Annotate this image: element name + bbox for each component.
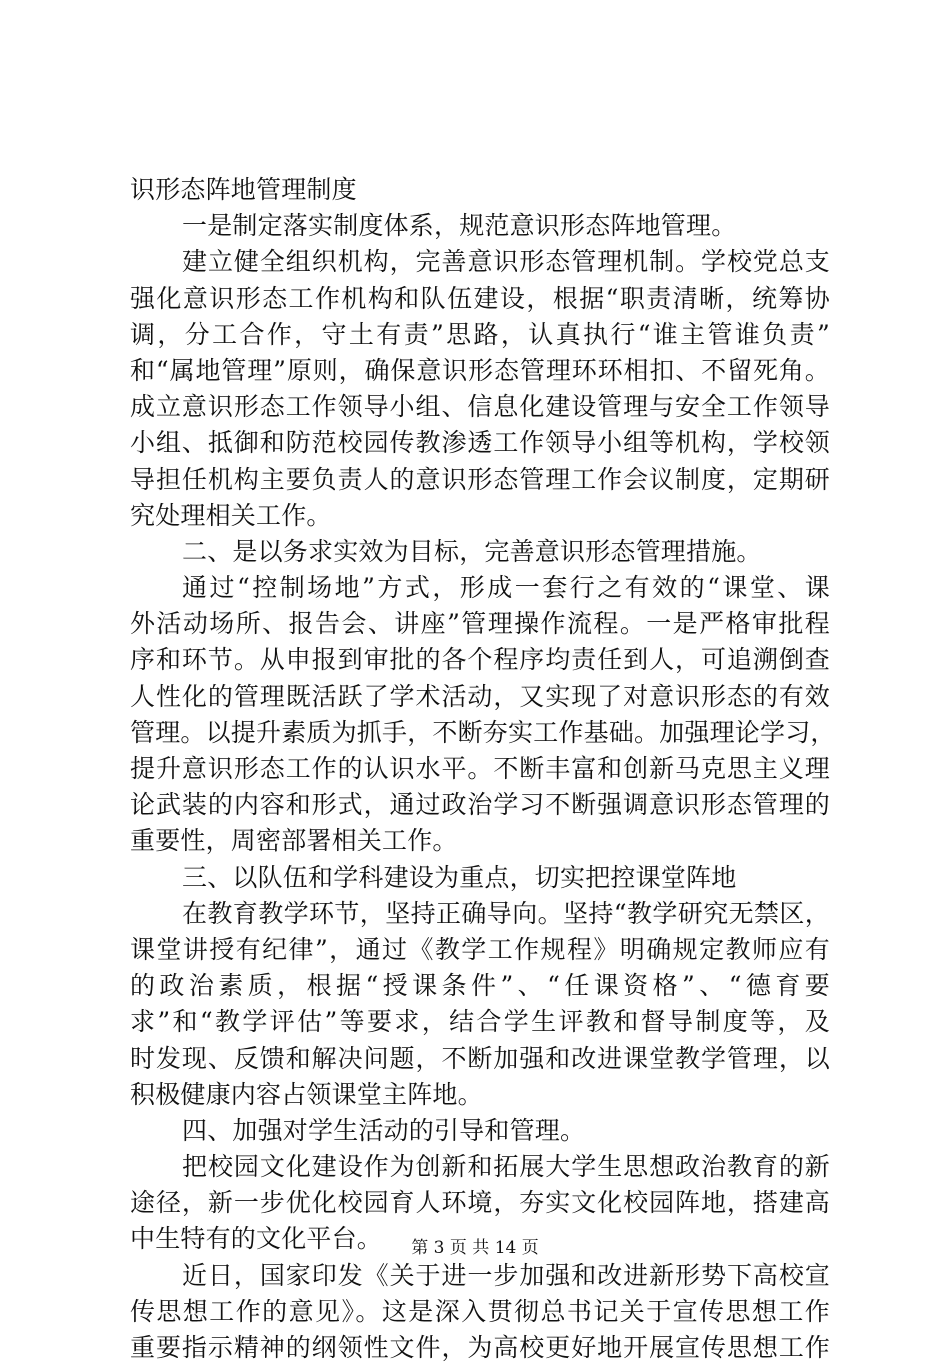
text-line: 通过“控制场地”方式，形成一套行之有效的“课堂、课 [182,573,830,603]
text-line: 序和环节。从申报到审批的各个程序均责任到人，可追溯倒查 [130,645,830,675]
text-line: 调，分工合作，守土有责”思路，认真执行“谁主管谁负责” [130,319,830,349]
text-line: 人性化的管理既活跃了学术活动，又实现了对意识形态的有效 [130,681,830,711]
text-line: 四、加强对学生活动的引导和管理。 [182,1115,586,1145]
document-body [130,172,836,1366]
text-line: 建立健全组织机构，完善意识形态管理机制。学校党总支 [182,247,830,277]
text-line: 时发现、反馈和解决问题，不断加强和改进课堂教学管理，以 [130,1043,830,1073]
text-line: 小组、抵御和防范校园传教渗透工作领导小组等机构，学校领 [130,428,830,458]
text-line: 二、是以务求实效为目标，完善意识形态管理措施。 [182,536,762,566]
text-line: 传思想工作的意见》。这是深入贯彻总书记关于宣传思想工作 [130,1296,830,1326]
text-line: 把校园文化建设作为创新和拓展大学生思想政治教育的新 [182,1152,830,1182]
text-line: 论武装的内容和形式，通过政治学习不断强调意识形态管理的 [130,790,830,820]
text-line: 重要性，周密部署相关工作。 [130,826,458,856]
text-line: 的政治素质，根据“授课条件”、“任课资格”、“德育要 [130,971,830,1001]
text-line: 识形态阵地管理制度 [130,175,357,204]
text-line: 途径，新一步优化校园育人环境，夯实文化校园阵地，搭建高 [130,1188,830,1218]
text-line: 积极健康内容占领课堂主阵地。 [130,1079,483,1109]
text-line: 成立意识形态工作领导小组、信息化建设管理与安全工作领导 [130,392,830,422]
text-line: 强化意识形态工作机构和队伍建设，根据“职责清晰，统筹协 [130,283,830,313]
text-line: 近日，国家印发《关于进一步加强和改进新形势下高校宣 [182,1260,830,1290]
text-line: 重要指示精神的纲领性文件，为高校更好地开展宣传思想工作 [130,1333,830,1362]
text-line: 管理。以提升素质为抓手，不断夯实工作基础。加强理论学习， [130,717,836,747]
text-line: 究处理相关工作。 [130,500,332,530]
text-line: 提升意识形态工作的认识水平。不断丰富和创新马克思主义理 [130,754,830,783]
text-line: 求”和“教学评估”等要求，结合学生评教和督导制度等，及 [130,1007,830,1037]
page-number-footer: 第 3 页 共 14 页 [411,1238,539,1258]
text-line: 三、以队伍和学科建设为重点，切实把控课堂阵地 [182,862,737,892]
text-line: 一是制定落实制度体系，规范意识形态阵地管理。 [182,211,737,241]
text-line: 课堂讲授有纪律”，通过《教学工作规程》明确规定教师应有 [130,934,830,964]
text-line: 在教育教学环节，坚持正确导向。坚持“教学研究无禁区， [182,898,830,928]
text-line: 外活动场所、报告会、讲座”管理操作流程。一是严格审批程 [130,609,830,639]
text-line: 导担任机构主要负责人的意识形态管理工作会议制度，定期研 [130,464,830,494]
text-line: 中生特有的文化平台。 [130,1224,383,1254]
text-line: 和“属地管理”原则，确保意识形态管理环环相扣、不留死角。 [130,355,830,385]
